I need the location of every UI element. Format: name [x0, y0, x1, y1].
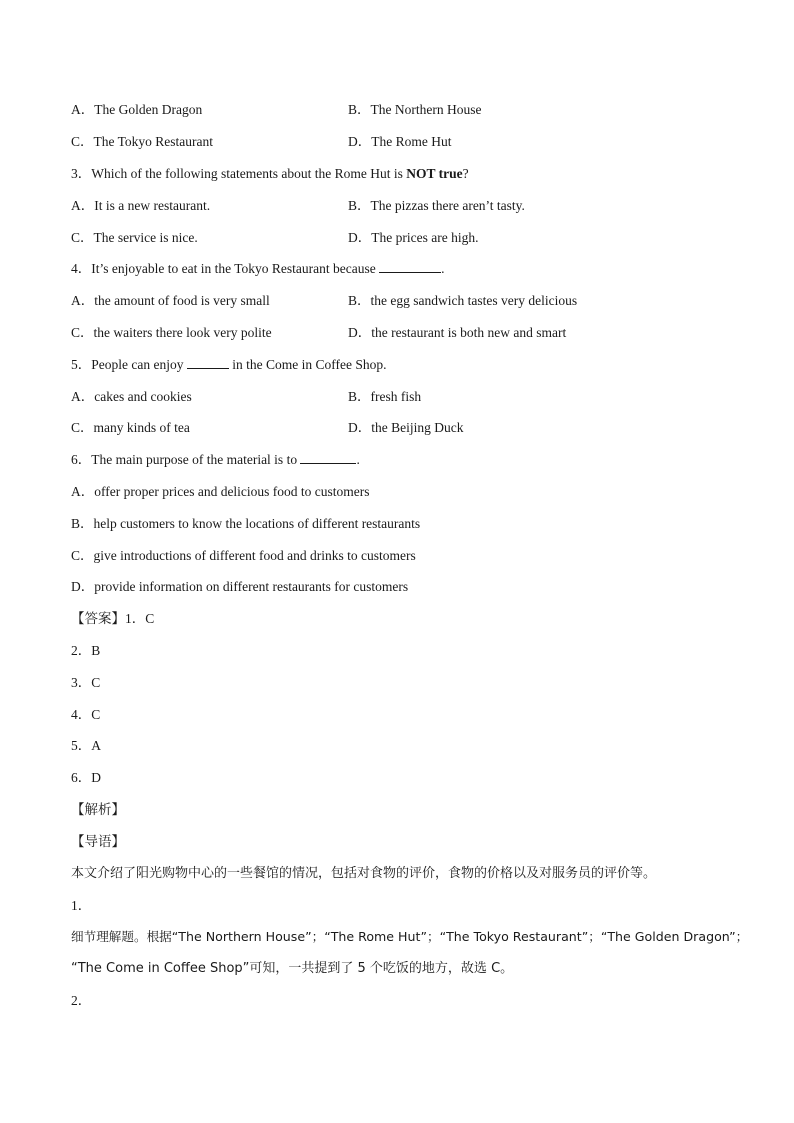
analysis-number-1: 1． [71, 898, 92, 913]
q4-option-b: B．the egg sandwich tastes very delicious [348, 293, 578, 308]
answer-1: 1．C [125, 611, 155, 626]
analysis-detail-line-1: 细节理解题。根据“The Northern House”；“The Rome Hut”；“The Tokyo Restaurant”；“The Golden Dragon”； [71, 929, 749, 944]
answer-5: 5．A [71, 738, 101, 753]
q5-stem-end: in the Come in Coffee Shop. [228, 357, 387, 372]
q5-option-d: D．the Beijing Duck [348, 420, 464, 435]
q4-option-d: D．the restaurant is both new and smart [348, 325, 567, 340]
q3-option-b: B．The pizzas there aren’t tasty. [348, 198, 525, 213]
q6-stem-text: 6．The main purpose of the material is to [71, 452, 301, 467]
q2-option-a: A．The Golden Dragon [71, 102, 203, 117]
answer-2: 2．B [71, 643, 101, 658]
analysis-detail-line-2: “The Come in Coffee Shop”可知，一共提到了 5 个吃饭的地方，故选 C。 [71, 961, 514, 976]
q3-option-d: D．The prices are high. [348, 230, 479, 245]
q4-option-a: A．the amount of food is very small [71, 293, 270, 308]
q6-option-c: C．give introductions of different food and drinks to customers [71, 548, 416, 563]
guide-label: 【导语】 [71, 834, 125, 850]
q6-stem-end: . [356, 452, 360, 467]
analysis-label: 【解析】 [71, 802, 125, 818]
q6-option-a: A．offer proper prices and delicious food to customers [71, 484, 370, 499]
q4-stem-end: . [441, 261, 445, 276]
answer-label: 【答案】 [71, 611, 125, 627]
q6-stem [71, 451, 360, 469]
q5-stem-text: 5．People can enjoy [71, 357, 187, 372]
q2-option-b: B．The Northern House [348, 102, 482, 117]
q3-option-c: C．The service is nice. [71, 230, 198, 245]
q5-option-a: A．cakes and cookies [71, 389, 192, 404]
q3-stem [71, 165, 469, 183]
guide-text: 本文介绍了阳光购物中心的一些餐馆的情况，包括对食物的评价，食物的价格以及对服务员的评价等。 [71, 866, 657, 881]
answer-blank [300, 451, 356, 464]
q6-option-b: B．help customers to know the locations of different restaurants [71, 516, 421, 531]
q6-option-d: D．provide information on different restaurants for customers [71, 579, 409, 594]
q3-stem-end: ? [462, 166, 469, 181]
answer-blank [379, 260, 441, 273]
answer-4: 4．C [71, 707, 101, 722]
answer-blank [187, 356, 229, 369]
q5-option-c: C．many kinds of tea [71, 420, 190, 435]
q4-option-c: C．the waiters there look very polite [71, 325, 272, 340]
q4-stem-text: 4．It’s enjoyable to eat in the Tokyo Restaurant because [71, 261, 380, 276]
answer-key-line [71, 610, 154, 628]
q5-stem [71, 356, 386, 374]
analysis-number-2: 2． [71, 993, 92, 1008]
answer-6: 6．D [71, 770, 101, 785]
q2-option-d: D．The Rome Hut [348, 134, 452, 149]
q3-option-a: A．It is a new restaurant. [71, 198, 211, 213]
q3-stem-emphasis: NOT true [406, 166, 463, 181]
q2-option-c: C．The Tokyo Restaurant [71, 134, 214, 149]
answer-3: 3．C [71, 675, 101, 690]
q4-stem [71, 260, 444, 278]
q5-option-b: B．fresh fish [348, 389, 422, 404]
q3-stem-text: 3．Which of the following statements about the Rome Hut is [71, 166, 407, 181]
